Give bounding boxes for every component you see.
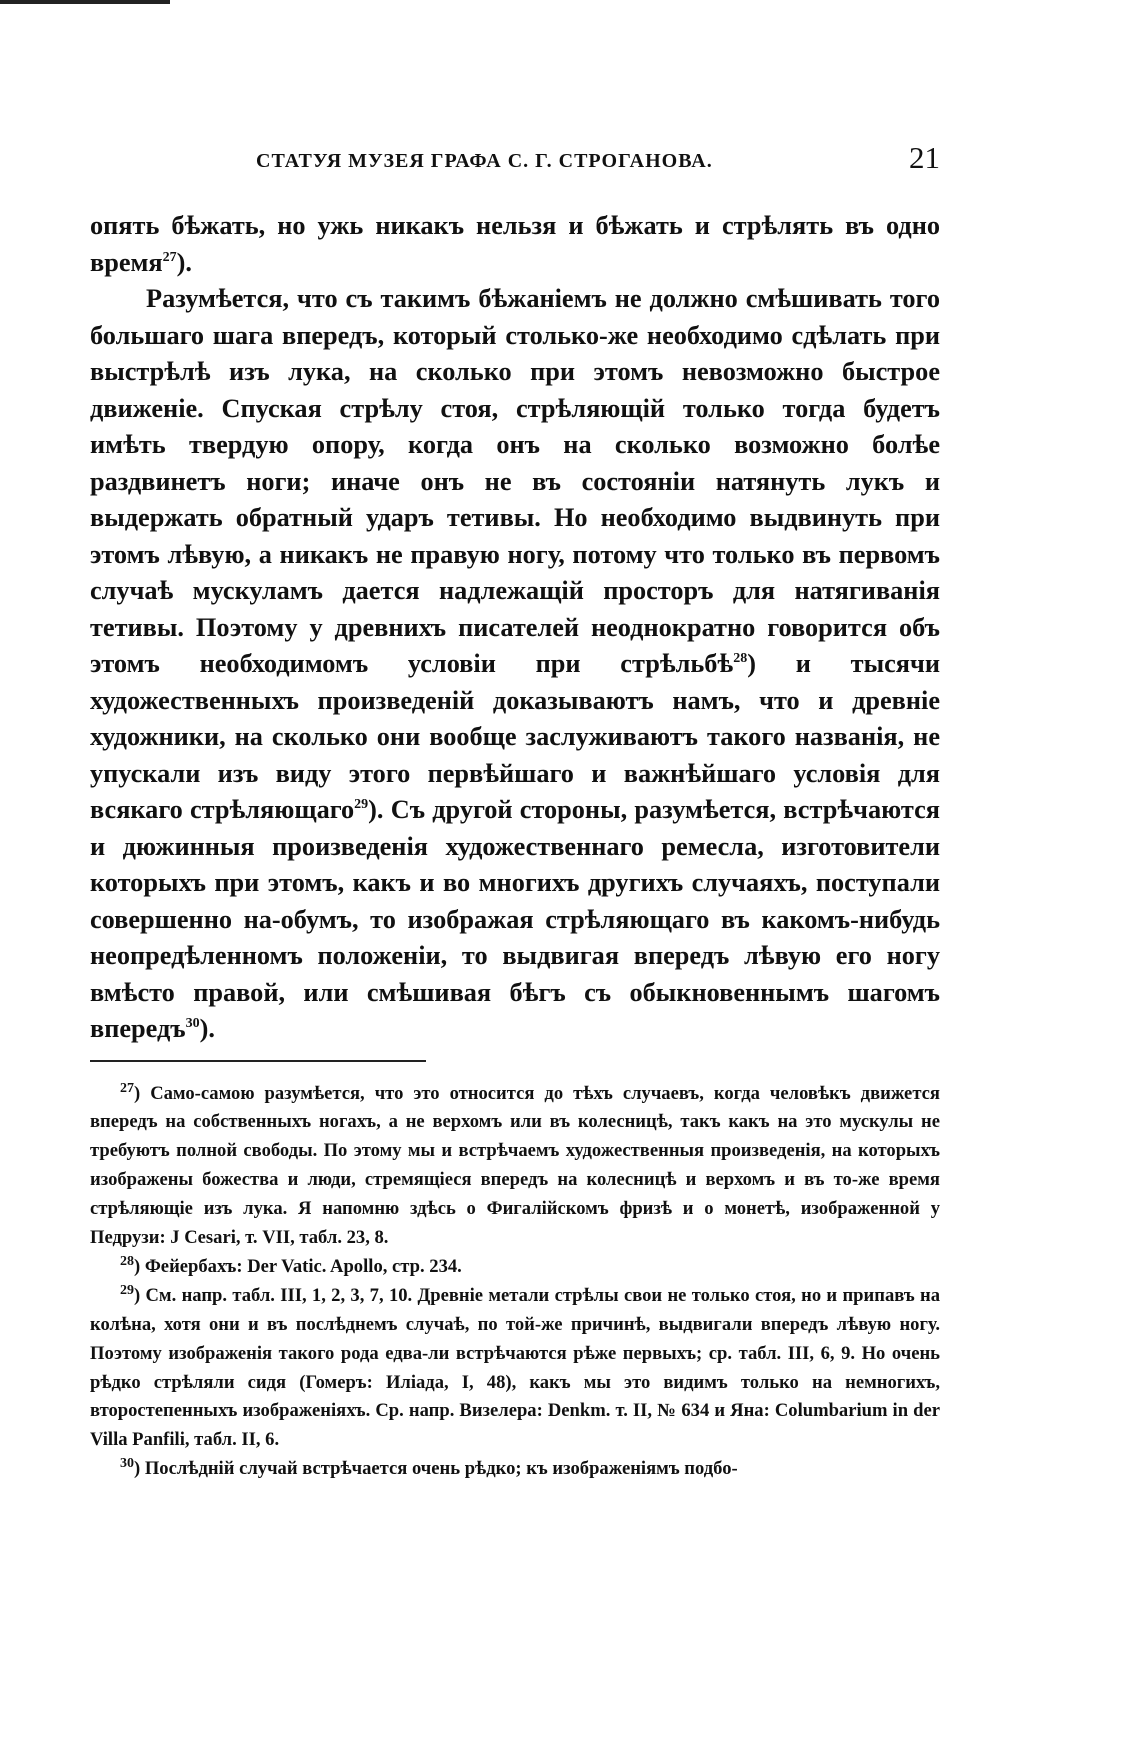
- main-text: [90, 208, 940, 1048]
- paragraph-text: ) и тысячи художественныхъ произведеній доказываютъ намъ, что и древніе художники, на сколько они вообще заслуживаютъ такого названія, не упускали изъ виду этого первѣйшаго и важнѣйшаго условія для всякаго стрѣляющаго: [90, 649, 940, 824]
- footnote-28: [90, 1253, 940, 1282]
- footnote-number: 29: [120, 1282, 134, 1298]
- paragraph-text: ).: [176, 247, 192, 277]
- book-page: [90, 140, 940, 1484]
- paragraph-text: ).: [199, 1014, 215, 1043]
- page-header: [90, 140, 940, 190]
- paragraph-text: ). Съ другой стороны, разумѣется, встрѣчаются и дюжинныя произведенія художественнаго ремесла, изготовители которыхъ при этомъ, какъ и во многихъ другихъ случаяхъ, поступали совершенно на-обумъ, то изображая стрѣляющаго въ какомъ-нибудь неопредѣленномъ положеніи, то выдвигая впередъ лѣвую его ногу вмѣсто правой, или смѣшивая бѣгъ съ обыкновеннымъ шагомъ впередъ: [90, 795, 940, 1043]
- footnote-number: 30: [120, 1456, 134, 1472]
- footnote-number: 28: [120, 1253, 134, 1269]
- paragraph-1: [90, 208, 940, 281]
- paragraph-2: [90, 281, 940, 1048]
- footnote-text: ) См. напр. табл. III, 1, 2, 3, 7, 10. Древніе метали стрѣлы свои не только стоя, но и припавъ на колѣна, хотя они и въ послѣднемъ случаѣ, по той-же причинѣ, выдвигали впередъ лѣвую ногу. Поэтому изображенія такого рода едва-ли встрѣчаются рѣже первыхъ; ср. табл. III, 6, 9. Но очень рѣдко стрѣляли сидя (Гомеръ: Иліада, I, 48), какъ мы это видимъ только на немногихъ, второстепенныхъ изображеніяхъ. Ср. напр. Визелера: Denkm. т. II, № 634 и Яна: Columbarium in der Villa Panfili, табл. II, 6.: [90, 1284, 940, 1451]
- footnote-29: [90, 1282, 940, 1455]
- footnote-27: [90, 1080, 940, 1253]
- footnote-divider: [90, 1060, 426, 1062]
- footnote-text: ) Послѣдній случай встрѣчается очень рѣдко; къ изображеніямъ подбо-: [134, 1458, 738, 1480]
- footnote-ref: 29: [354, 797, 369, 813]
- footnote-text: ) Само-самою разумѣется, что это относится до тѣхъ случаевъ, когда человѣкъ движется впередъ на собственныхъ ногахъ, а не верхомъ или въ колесницѣ, такъ какъ на это мускулы не требуютъ полной свободы. По этому мы и встрѣчаемъ художественныя произведенія, на которыхъ изображены божества и люди, стремящіеся впередъ на колесницѣ и верхомъ и въ то-же время стрѣляющіе изъ лука. Я напомню здѣсь о Фигалійскомъ фризѣ и о монетѣ, изображенной у Педрузи: J Cesari, т. VII, табл. 23, 8.: [90, 1082, 940, 1249]
- top-edge-mark: [0, 0, 170, 4]
- footnote-number: 27: [120, 1080, 134, 1096]
- footnotes: [90, 1080, 940, 1485]
- footnote-30: [90, 1455, 940, 1484]
- page-number: 21: [909, 140, 940, 175]
- footnote-ref: 27: [162, 249, 177, 265]
- paragraph-text: опять бѣжать, но ужь никакъ нельзя и бѣжать и стрѣлять въ одно время: [90, 211, 940, 277]
- footnote-text: ) Фейербахъ: Der Vatic. Apollo, стр. 234.: [134, 1255, 462, 1277]
- footnote-ref: 28: [733, 651, 748, 667]
- running-title: СТАТУЯ МУЗЕЯ ГРАФА С. Г. СТРОГАНОВА.: [256, 150, 713, 172]
- paragraph-text: Разумѣется, что съ такимъ бѣжаніемъ не должно смѣшивать того большаго шага впередъ, который столько-же необходимо сдѣлать при выстрѣлѣ изъ лука, на сколько при этомъ невозможно быстрое движеніе. Спуская стрѣлу стоя, стрѣляющій только тогда будетъ имѣть твердую опору, когда онъ на сколько возможно болѣе раздвинетъ ноги; иначе онъ не въ состояніи натянуть лукъ и выдержать обратный ударъ тетивы. Но необходимо выдвинуть при этомъ лѣвую, а никакъ не правую ногу, потому что только въ первомъ случаѣ мускуламъ дается надлежащій просторъ для натягиванія тетивы. Поэтому у древнихъ писателей неоднократно говорится объ этомъ необходимомъ условіи при стрѣльбѣ: [90, 284, 940, 678]
- footnote-ref: 30: [185, 1016, 200, 1032]
